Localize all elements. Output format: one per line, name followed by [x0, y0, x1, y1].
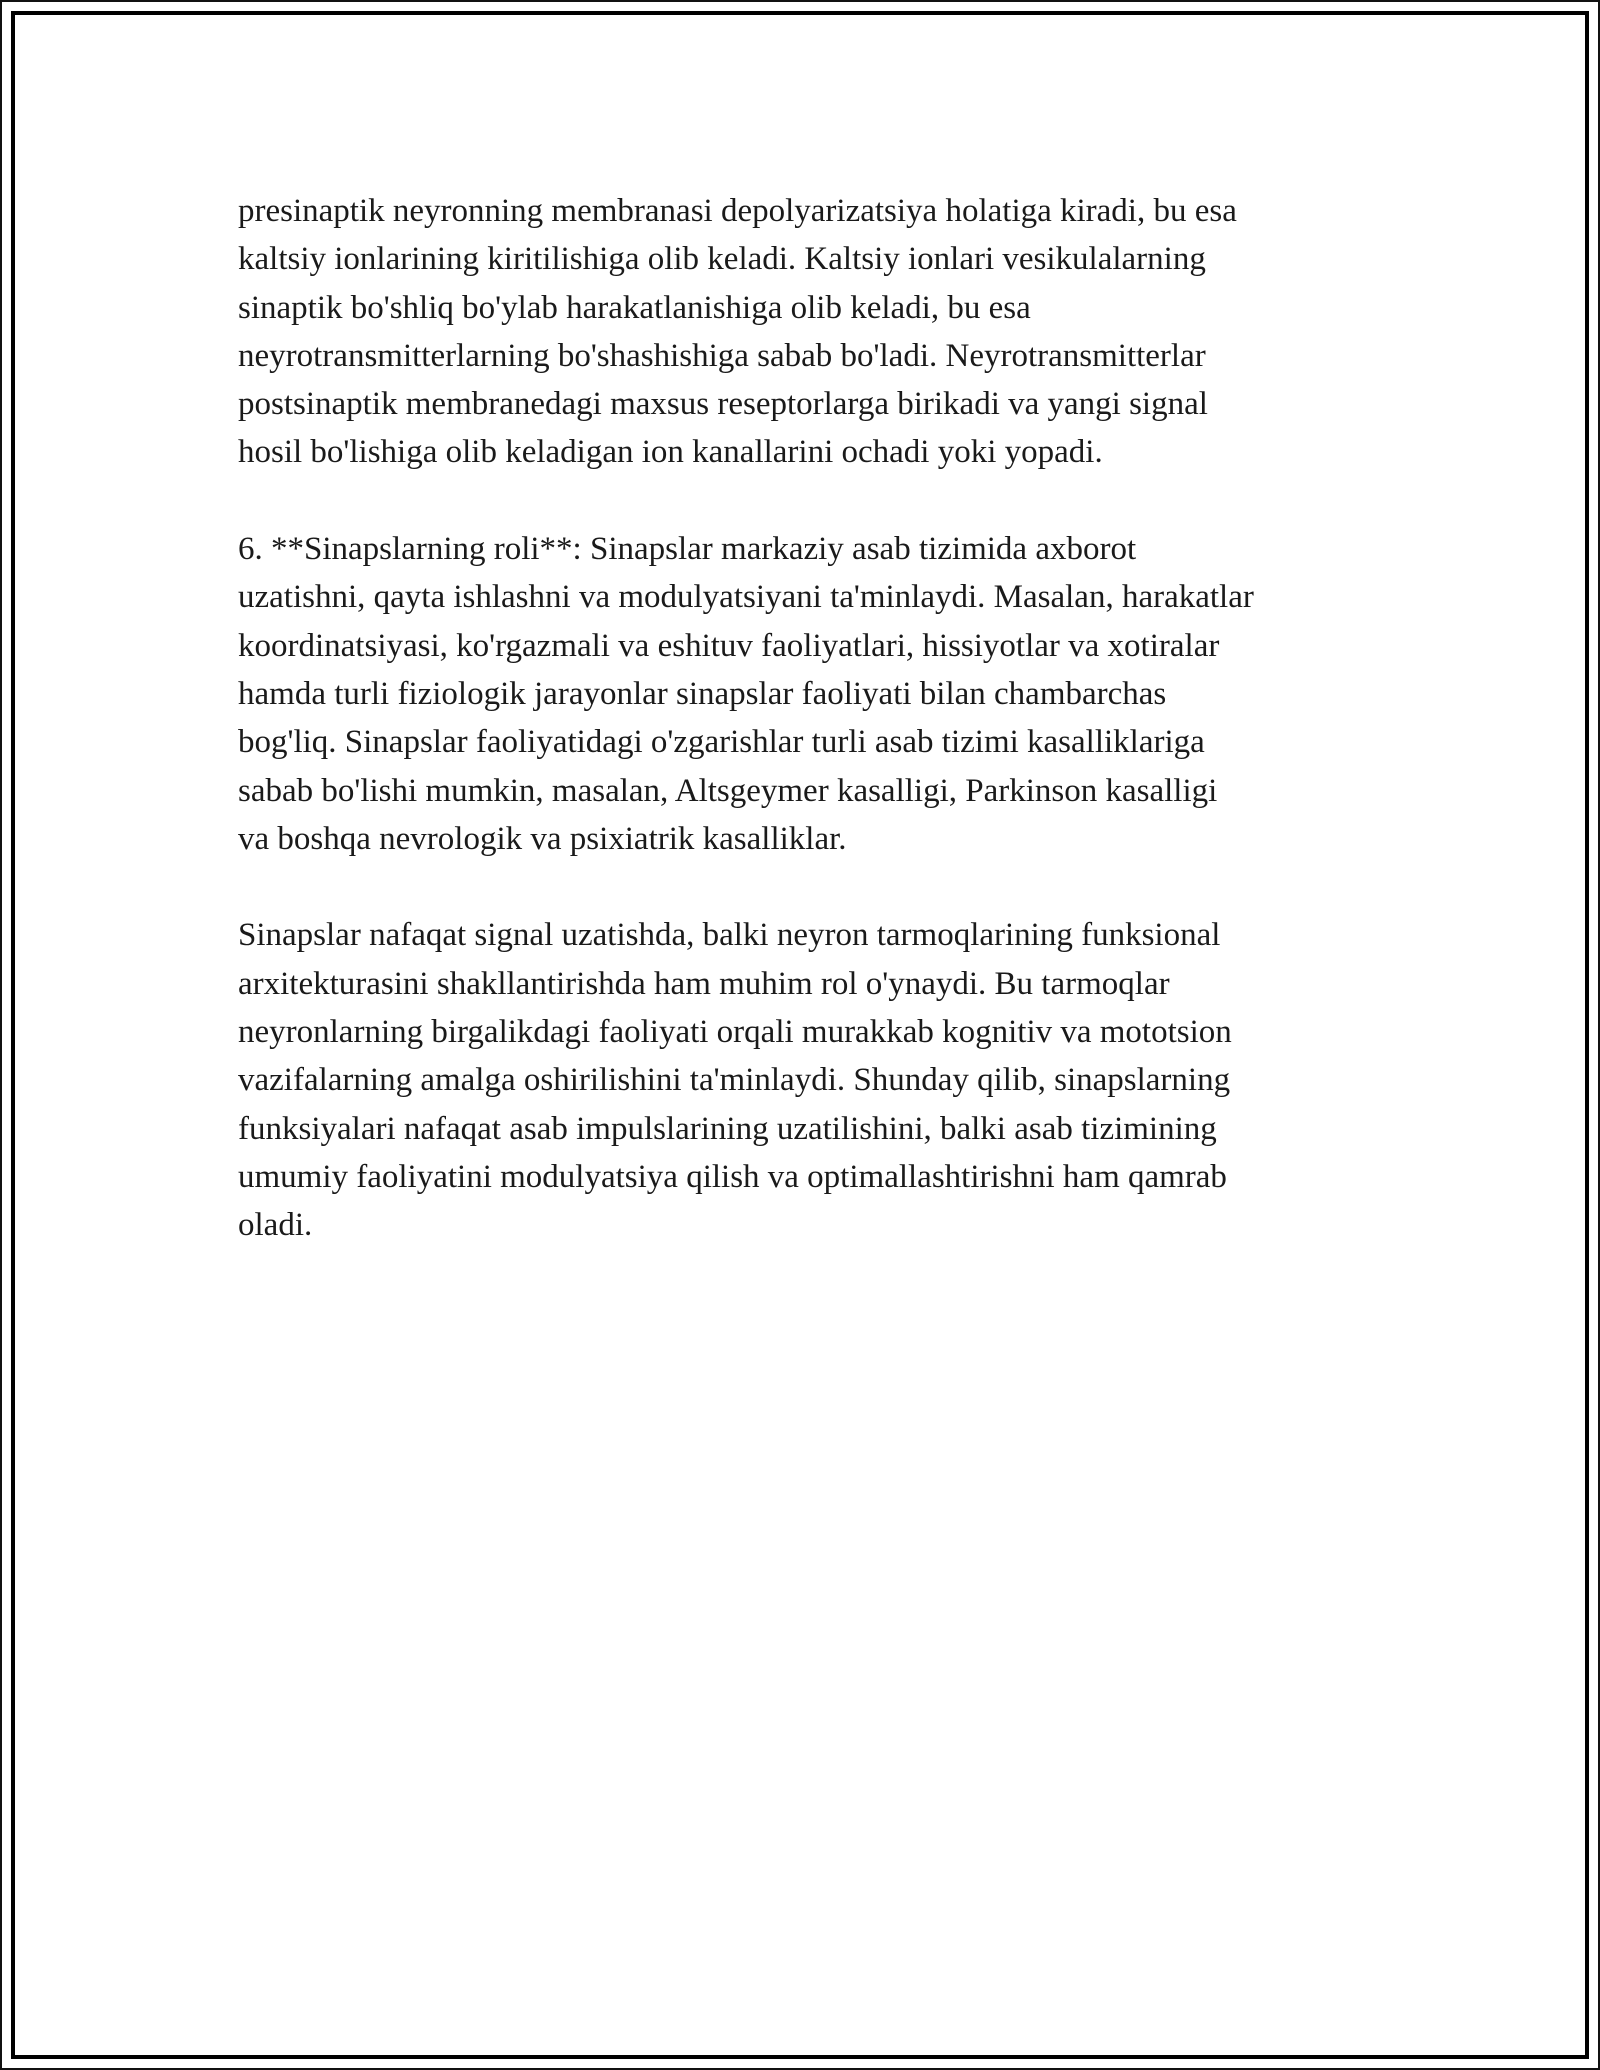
paragraph-spacer	[238, 863, 1398, 911]
paragraph-spacer	[238, 477, 1398, 525]
text-line: sinaptik bo'shliq bo'ylab harakatlanishiga olib keladi, bu esa	[238, 289, 1031, 326]
text-line: 6. **Sinapslarning roli**: Sinapslar markaziy asab tizimida axborot	[238, 531, 1137, 568]
text-line: kaltsiy ionlarining kiritilishiga olib keladi. Kaltsiy ionlari vesikulalarning	[238, 241, 1206, 278]
text-line: presinaptik neyronning membranasi depolyarizatsiya holatiga kiradi, bu esa	[238, 193, 1237, 229]
text-line: uzatishni, qayta ishlashni va modulyatsiyani ta'minlaydi. Masalan, harakatlar	[238, 579, 1254, 616]
text-line: vazifalarning amalga oshirilishini ta'minlaydi. Shunday qilib, sinapslarning	[238, 1062, 1231, 1099]
text-line: Sinapslar nafaqat signal uzatishda, balki neyron tarmoqlarining funksional	[238, 917, 1221, 954]
text-line: hamda turli fiziologik jarayonlar sinapslar faoliyati bilan chambarchas	[238, 675, 1167, 712]
text-line: bog'liq. Sinapslar faoliyatidagi o'zgarishlar turli asab tizimi kasalliklariga	[238, 724, 1205, 761]
text-line: neyrotransmitterlarning bo'shashishiga sabab bo'ladi. Neyrotransmitterlar	[238, 337, 1206, 374]
text-line: umumiy faoliyatini modulyatsiya qilish va optimallashtirishni ham qamrab	[238, 1158, 1227, 1195]
paragraph-2	[238, 525, 1398, 863]
text-line: va boshqa nevrologik va psixiatrik kasalliklar.	[238, 820, 847, 857]
paragraph-1	[238, 187, 1398, 477]
text-line: neyronlarning birgalikdagi faoliyati orqali murakkab kognitiv va mototsion	[238, 1014, 1232, 1051]
text-line: sabab bo'lishi mumkin, masalan, Altsgeymer kasalligi, Parkinson kasalligi	[238, 772, 1218, 809]
text-line: hosil bo'lishiga olib keladigan ion kanallarini ochadi yoki yopadi.	[238, 434, 1103, 471]
document-body	[238, 187, 1398, 1250]
paragraph-3	[238, 911, 1398, 1249]
text-line: koordinatsiyasi, ko'rgazmali va eshituv faoliyatlari, hissiyotlar va xotiralar	[238, 627, 1220, 664]
text-line: postsinaptik membranedagi maxsus reseptorlarga birikadi va yangi signal	[238, 386, 1208, 423]
text-line: arxitekturasini shakllantirishda ham muhim rol o'ynaydi. Bu tarmoqlar	[238, 965, 1170, 1002]
text-line: oladi.	[238, 1207, 313, 1244]
text-line: funksiyalari nafaqat asab impulslarining uzatilishini, balki asab tizimining	[238, 1110, 1217, 1147]
